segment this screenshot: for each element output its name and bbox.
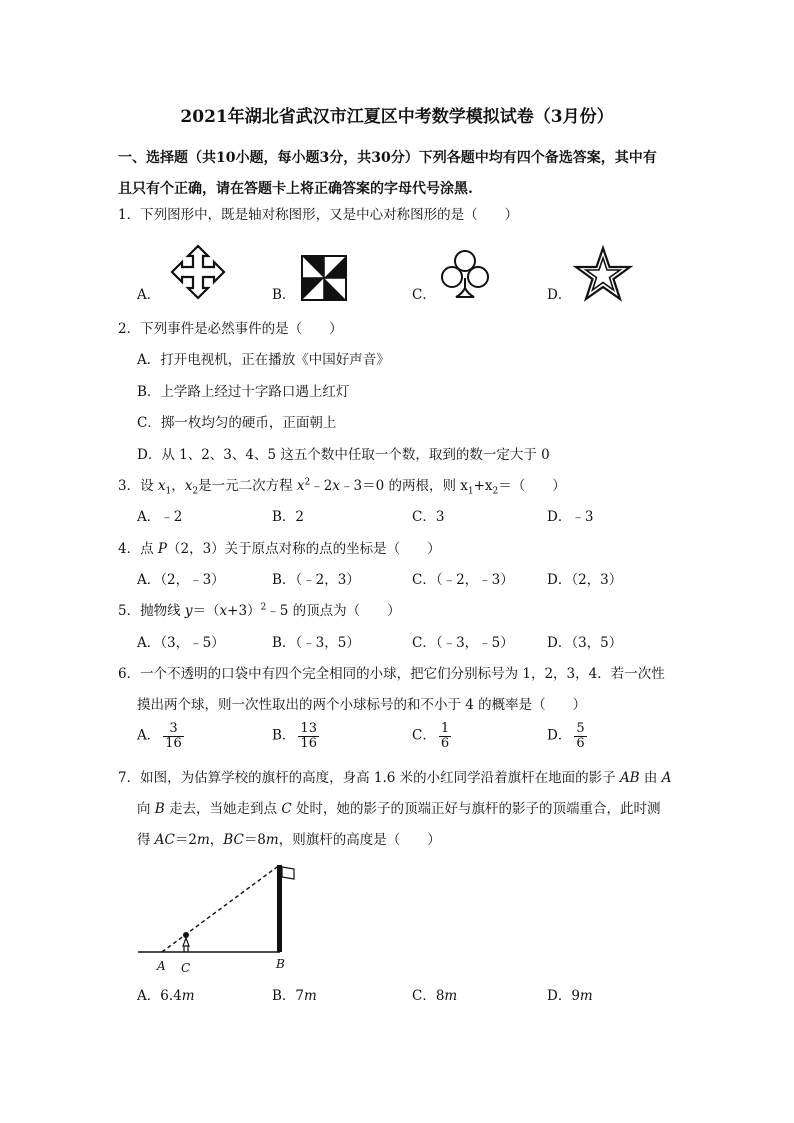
page-title: 2021年湖北省武汉市江夏区中考数学模拟试卷（3月份）: [180, 107, 614, 127]
q4-option-a: A．（2，﹣3）: [137, 572, 225, 588]
club-icon: [440, 248, 490, 300]
q6-option-b: B． $\frac{13}{16}$: [272, 721, 317, 751]
q1-option-b: B．: [272, 287, 296, 303]
q1-option-a: A．: [137, 287, 161, 303]
flagpole-shadow-figure: [130, 860, 310, 980]
q3-option-a: A．﹣2: [137, 509, 183, 525]
q2-option-d: D．从 1、2、3、4、5 这五个数中任取一个数，取到的数一定大于 0: [137, 447, 550, 463]
q3-option-c: C．3: [412, 509, 445, 525]
q4-option-d: D．（2，3）: [547, 572, 623, 588]
figure-label-b: B: [276, 957, 285, 971]
q2-option-b: B．上学路上经过十字路口遇上红灯: [137, 384, 350, 400]
q5-option-d: D．（3，5）: [547, 635, 623, 651]
q4-option-b: B．（﹣2，3）: [272, 572, 360, 588]
section-header: [118, 143, 678, 205]
q7-option-c: C．8m: [412, 988, 458, 1004]
q1-option-c: C．: [412, 287, 436, 303]
four-way-arrow-icon: [170, 244, 226, 300]
question-2-stem: 2．下列事件是必然事件的是（ ）: [118, 321, 343, 337]
fraction: $\frac{3}{16}$: [165, 721, 182, 751]
figure-label-a: A: [157, 959, 166, 973]
q5-option-c: C．（﹣3，﹣5）: [412, 635, 514, 651]
q5-option-b: B．（﹣3，5）: [272, 635, 360, 651]
q7-option-b: B．7m: [272, 988, 317, 1004]
q3-option-b: B．2: [272, 509, 305, 525]
question-6-line2: 摸出两个球，则一次性取出的两个小球标号的和不小于 4 的概率是（ ）: [137, 697, 587, 713]
star-icon: [574, 246, 632, 302]
question-4-stem: 4．点 P（2，3）关于原点对称的点的坐标是（ ）: [118, 541, 441, 557]
section-header-line2: 且只有个正确，请在答题卡上将正确答案的字母代号涂黑.: [118, 181, 473, 197]
pinwheel-icon: [300, 254, 348, 302]
q5-option-a: A．（3，﹣5）: [137, 635, 225, 651]
person-icon: [183, 932, 189, 952]
question-7-line2: 向 B 走去，当她走到点 C 处时，她的影子的顶端正好与旗杆的影子的顶端重合，此时测: [137, 801, 661, 817]
fraction: $\frac{13}{16}$: [300, 721, 317, 751]
q3-option-d: D．﹣3: [547, 509, 594, 525]
flag: [282, 867, 294, 879]
section-header-line1: 一、选择题（共10小题，每小题3分，共30分）下列各题中均有四个备选答案，其中有: [118, 150, 657, 166]
q2-option-c: C．掷一枚均匀的硬币，正面朝上: [137, 415, 337, 431]
q6-option-d: D． $\frac{5}{6}$: [547, 721, 585, 751]
q4-option-c: C．（﹣2，﹣3）: [412, 572, 514, 588]
q6-option-a: A． $\frac{3}{16}$: [137, 721, 182, 751]
question-7-line3: 得 AC＝2m，BC＝8m，则旗杆的高度是（ ）: [137, 832, 441, 848]
question-7-line1: 7．如图，为估算学校的旗杆的高度，身高 1.6 米的小红同学沿着旗杆在地面的影子 AB 由 A: [118, 770, 672, 786]
q7-option-a: A．6.4m: [137, 988, 195, 1004]
q1-option-d: D．: [547, 287, 572, 303]
flagpole: [277, 865, 282, 952]
question-1-stem: 1．下列图形中，既是轴对称图形，又是中心对称图形的是（ ）: [118, 207, 519, 223]
q2-option-a: A．打开电视机，正在播放《中国好声音》: [137, 352, 390, 368]
q6-option-c: C． $\frac{1}{6}$: [412, 721, 450, 751]
figure-label-c: C: [181, 961, 191, 975]
shadow-ray: [162, 867, 277, 952]
fraction: $\frac{5}{6}$: [576, 721, 585, 751]
q7-option-d: D．9m: [547, 988, 593, 1004]
question-5-stem: 5．抛物线 $y=(x+3)^2﹣5$ 的顶点为（ ）: [118, 602, 401, 619]
question-6-line1: 6．一个不透明的口袋中有四个完全相同的小球，把它们分别标号为 1，2，3，4．若一次性: [118, 666, 665, 682]
fraction: $\frac{1}{6}$: [440, 721, 450, 751]
question-3-stem: 3．设 $x_1$，$x_2$是一元二次方程 $x^2﹣2x﹣3=0$ 的两根，则 $x_1+x_2=$（ ）: [118, 477, 566, 497]
